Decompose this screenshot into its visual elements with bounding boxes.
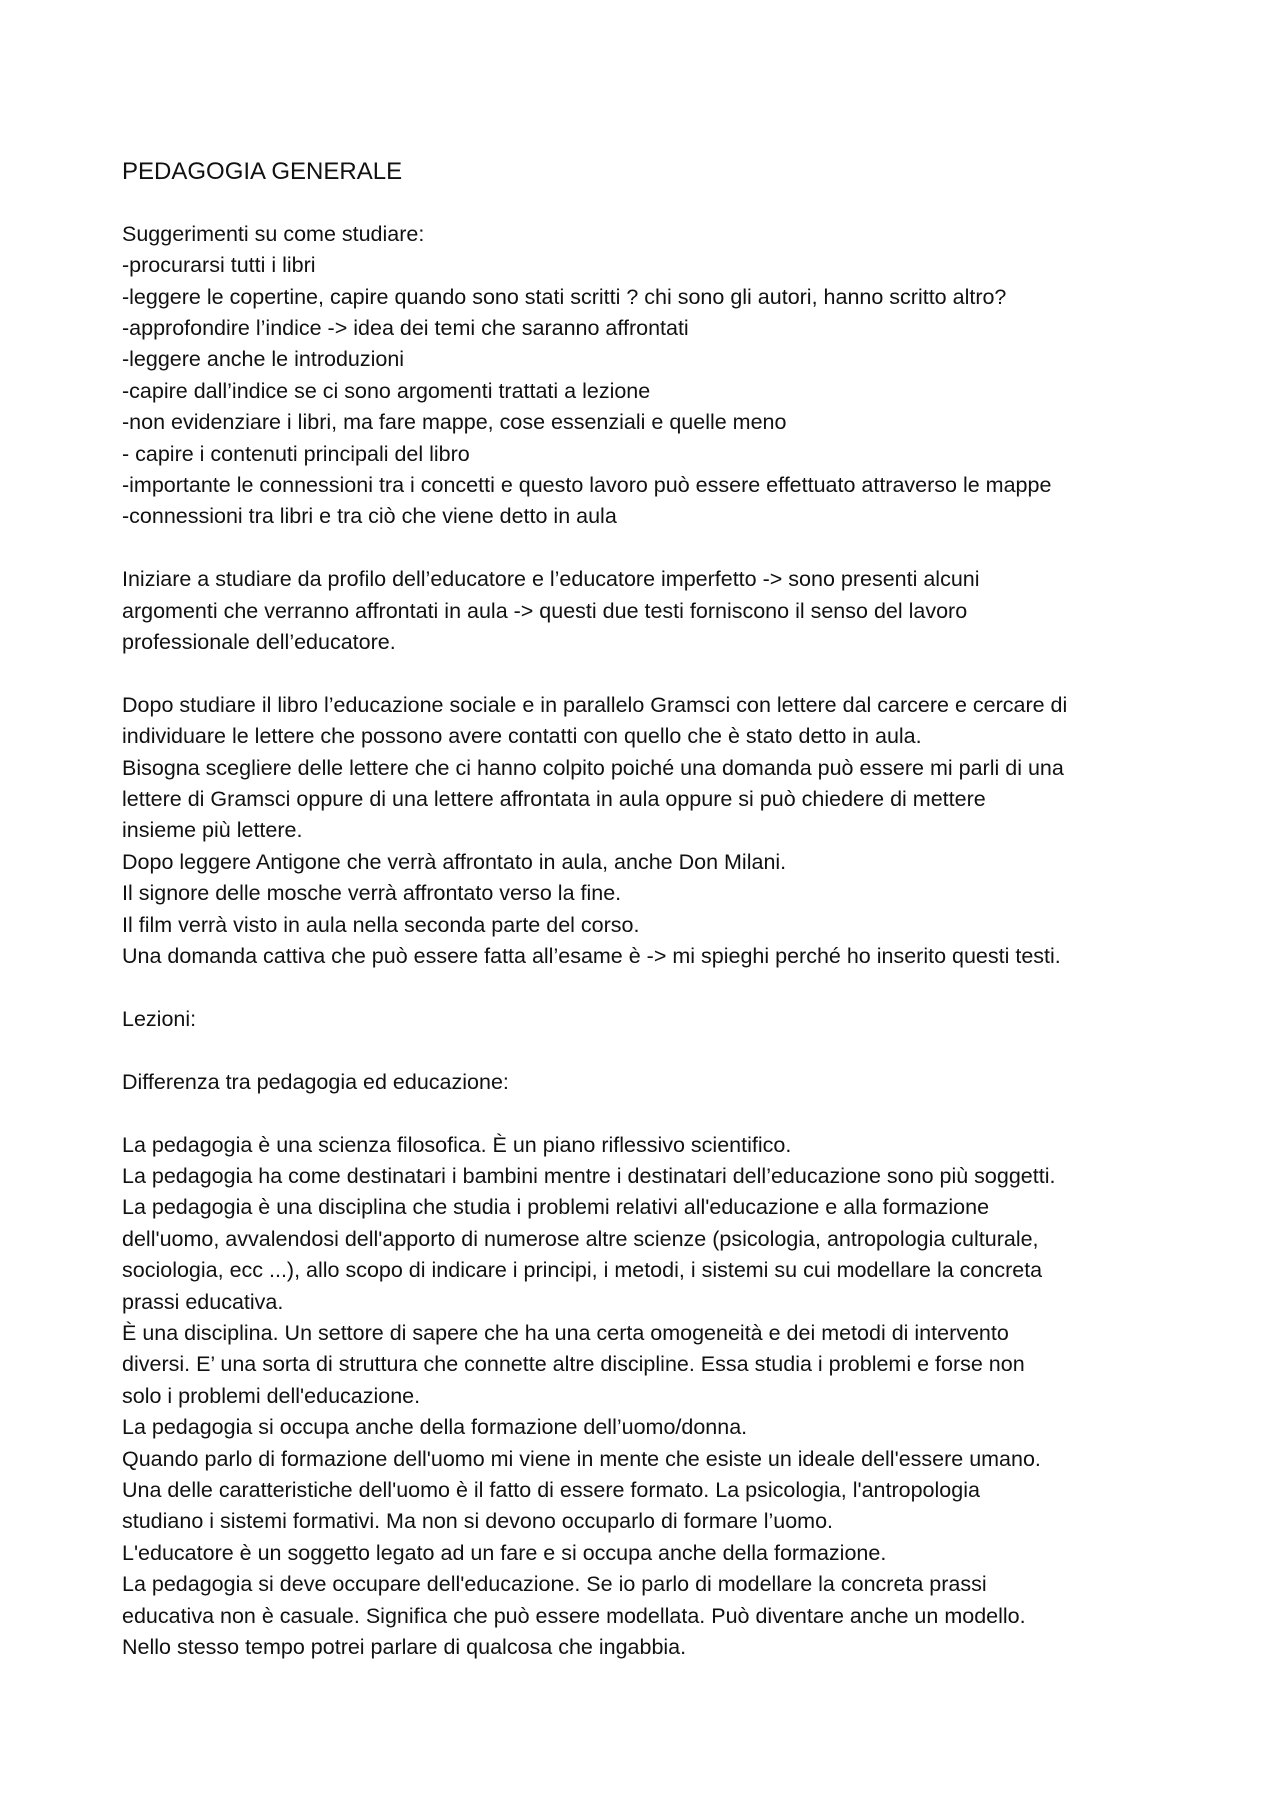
paragraph-line: Dopo studiare il libro l’educazione sociale e in parallelo Gramsci con lettere dal carcere e cercare di (122, 692, 1068, 717)
paragraph-line: prassi educativa. (122, 1289, 284, 1314)
pedagogy-paragraph (122, 1130, 1172, 1664)
paragraph-line: La pedagogia è una scienza filosofica. È un piano riflessivo scientifico. (122, 1132, 792, 1157)
paragraph-line: Una delle caratteristiche dell'uomo è il fatto di essere formato. La psicologia, l'antropologia (122, 1477, 980, 1502)
paragraph-line: Il signore delle mosche verrà affrontato verso la fine. (122, 881, 622, 906)
study-order-paragraph (122, 564, 1172, 658)
difference-heading: Differenza tra pedagogia ed educazione: (122, 1069, 509, 1094)
paragraph-line: Iniziare a studiare da profilo dell’educatore e l’educatore imperfetto -> sono presenti alcuni (122, 567, 980, 592)
lessons-heading-block (122, 1004, 1172, 1035)
document-page (122, 156, 1172, 1663)
spacer (122, 1035, 1172, 1066)
paragraph-line: Quando parlo di formazione dell'uomo mi viene in mente che esiste un ideale dell'essere umano. (122, 1446, 1041, 1471)
paragraph-line: studiano i sistemi formativi. Ma non si devono occuparlo di formare l’uomo. (122, 1509, 834, 1534)
paragraph-line: insieme più lettere. (122, 818, 303, 843)
document-title: PEDAGOGIA GENERALE (122, 158, 403, 185)
suggestions-section (122, 219, 1172, 533)
paragraph-line: educativa non è casuale. Significa che può essere modellata. Può diventare anche un modello. (122, 1603, 1026, 1628)
suggestions-heading: Suggerimenti su come studiare: (122, 221, 425, 246)
suggestion-item: -leggere anche le introduzioni (122, 347, 405, 372)
paragraph-line: lettere di Gramsci oppure di una lettere affrontata in aula oppure si può chiedere di mettere (122, 787, 986, 812)
paragraph-line: solo i problemi dell'educazione. (122, 1383, 421, 1408)
paragraph-line: dell'uomo, avvalendosi dell'apporto di numerose altre scienze (psicologia, antropologia culturale, (122, 1226, 1039, 1251)
difference-heading-block (122, 1067, 1172, 1098)
paragraph-line: Dopo leggere Antigone che verrà affrontato in aula, anche Don Milani. (122, 849, 787, 874)
suggestion-item: -importante le connessioni tra i concetti e questo lavoro può essere effettuato attraverso le mappe (122, 473, 1052, 498)
suggestion-item: -non evidenziare i libri, ma fare mappe, cose essenziali e quelle meno (122, 410, 787, 435)
suggestion-item: - capire i contenuti principali del libro (122, 441, 470, 466)
paragraph-line: diversi. E’ una sorta di struttura che connette altre discipline. Essa studia i problemi e forse non (122, 1352, 1025, 1377)
suggestion-item: -connessioni tra libri e tra ciò che viene detto in aula (122, 504, 617, 529)
after-study-paragraph (122, 690, 1172, 973)
paragraph-line: La pedagogia ha come destinatari i bambini mentre i destinatari dell’educazione sono più soggetti. (122, 1163, 1056, 1188)
paragraph-line: argomenti che verranno affrontati in aula -> questi due testi forniscono il senso del lavoro (122, 598, 968, 623)
spacer (122, 658, 1172, 689)
paragraph-line: Bisogna scegliere delle lettere che ci hanno colpito poiché una domanda può essere mi parli di una (122, 755, 1064, 780)
paragraph-line: La pedagogia è una disciplina che studia i problemi relativi all'educazione e alla formazione (122, 1195, 990, 1220)
paragraph-line: sociologia, ecc ...), allo scopo di indicare i principi, i metodi, i sistemi su cui modellare la concreta (122, 1258, 1043, 1283)
paragraph-line: La pedagogia si occupa anche della formazione dell’uomo/donna. (122, 1415, 748, 1440)
paragraph-line: Una domanda cattiva che può essere fatta all’esame è -> mi spieghi perché ho inserito questi testi. (122, 944, 1061, 969)
paragraph-line: Nello stesso tempo potrei parlare di qualcosa che ingabbia. (122, 1635, 687, 1659)
paragraph-line: individuare le lettere che possono avere contatti con quello che è stato detto in aula. (122, 724, 922, 749)
paragraph-line: L'educatore è un soggetto legato ad un fare e si occupa anche della formazione. (122, 1540, 887, 1565)
spacer (122, 1098, 1172, 1129)
spacer (122, 187, 1172, 218)
paragraph-line: È una disciplina. Un settore di sapere che ha una certa omogeneità e dei metodi di intervento (122, 1320, 1009, 1345)
suggestion-item: -capire dall’indice se ci sono argomenti trattati a lezione (122, 378, 651, 403)
suggestion-item: -leggere le copertine, capire quando sono stati scritti ? chi sono gli autori, hanno scritto altro? (122, 284, 1007, 309)
paragraph-line: professionale dell’educatore. (122, 630, 396, 655)
paragraph-line: Il film verrà visto in aula nella seconda parte del corso. (122, 912, 640, 937)
suggestion-item: -procurarsi tutti i libri (122, 253, 316, 278)
lessons-heading: Lezioni: (122, 1006, 197, 1031)
spacer (122, 533, 1172, 564)
spacer (122, 973, 1172, 1004)
suggestion-item: -approfondire l’indice -> idea dei temi che saranno affrontati (122, 316, 689, 341)
paragraph-line: La pedagogia si deve occupare dell'educazione. Se io parlo di modellare la concreta prassi (122, 1572, 987, 1597)
